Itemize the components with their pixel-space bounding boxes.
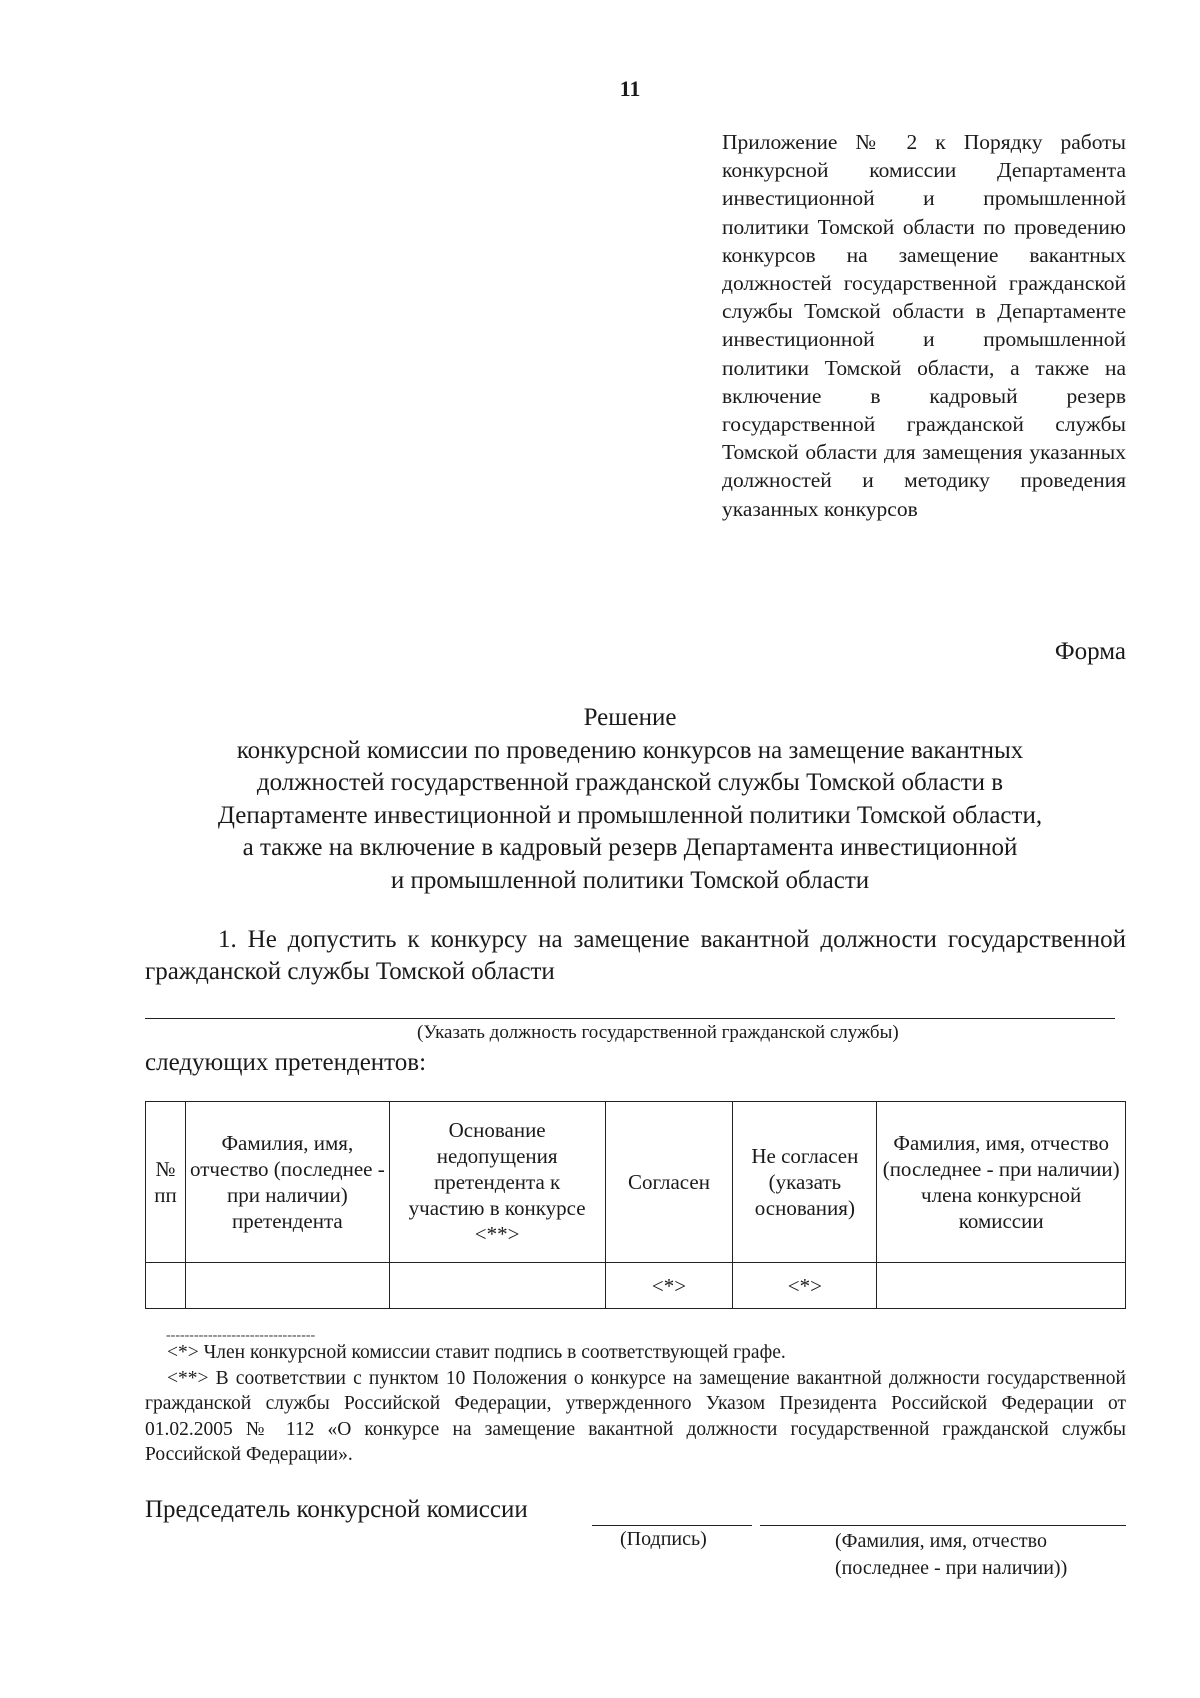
header-member-name: Фамилия, имя, отчество (последнее - при наличии) члена конкурсной комиссии: [877, 1102, 1126, 1263]
header-disagree: Не согласен (указать основания): [733, 1102, 877, 1263]
cell-rejection-reason: [389, 1263, 605, 1309]
signature-hint: (Подпись): [620, 1528, 707, 1550]
fio-hint-line: (Фамилия, имя, отчество: [835, 1530, 1047, 1552]
fio-line: [760, 1525, 1126, 1526]
footnote-1: <*> Член конкурсной комиссии ставит подпись в соответствующей графе.: [167, 1342, 786, 1363]
cell-applicant-name: [185, 1263, 389, 1309]
header-number: № пп: [146, 1102, 186, 1263]
applicants-table: [145, 1101, 1126, 1309]
cell-agree: <*>: [605, 1263, 733, 1309]
header-agree: Согласен: [605, 1102, 733, 1263]
applicants-label: следующих претендентов:: [145, 1049, 427, 1076]
page-number: 11: [619, 76, 641, 101]
table-row: [146, 1263, 1126, 1309]
paragraph-1: 1. Не допустить к конкурсу на замещение вакантной должности государственной гражданской службы Томской области: [145, 926, 1126, 985]
title-line: конкурсной комиссии по проведению конкурсов на замещение вакантных: [236, 736, 1024, 764]
position-fill-line: [145, 1018, 1115, 1019]
form-label: Форма: [1054, 638, 1126, 665]
footnote-separator: --------------------------------: [166, 1328, 316, 1343]
header-rejection-reason: Основание недопущения претендента к участию в конкурсе <**>: [389, 1102, 605, 1263]
cell-member-name: [877, 1263, 1126, 1309]
cell-number: [146, 1263, 186, 1309]
header-applicant-name: Фамилия, имя, отчество (последнее - при наличии) претендента: [185, 1102, 389, 1263]
title-line: Департаменте инвестиционной и промышленной политики Томской области,: [217, 801, 1043, 829]
title-line: и промышленной политики Томской области: [390, 866, 870, 894]
table-header-row: [146, 1102, 1126, 1263]
fio-hint-line: (последнее - при наличии)): [835, 1557, 1068, 1579]
fio-hint: [835, 1528, 1067, 1582]
signature-line: [592, 1525, 752, 1526]
title-line: Решение: [583, 704, 677, 731]
appendix-note: Приложение № 2 к Порядку работы конкурсной комиссии Департамента инвестиционной и промышленной политики Томской области по проведению конкурсов на замещение вакантных должностей государственной гражданской службы Томской области в Департаменте инвестиционной и промышленной политики Томской области, а также на включение в кадровый резерв государственной гражданской службы Томской области для замещения указанных должностей и методику проведения указанных конкурсов: [722, 130, 1126, 521]
footnotes: [145, 1340, 1126, 1468]
footnote-2: <**> В соответствии с пунктом 10 Положения о конкурсе на замещение вакантной должности государственной гражданской службы Российской Федерации, утвержденного Указом Президента Российской Федерации от 01.02.2005 № 112 «О конкурсе на замещение вакантной должности государственной гражданской службы Российской Федерации».: [145, 1367, 1126, 1465]
cell-disagree: <*>: [733, 1263, 877, 1309]
title-line: а также на включение в кадровый резерв Департамента инвестиционной: [242, 834, 1018, 861]
document-title: [120, 702, 1140, 897]
position-hint: (Указать должность государственной гражданской службы): [417, 1022, 899, 1043]
chairman-label: Председатель конкурсной комиссии: [145, 1496, 528, 1523]
title-line: должностей государственной гражданской службы Томской области в: [256, 769, 1004, 796]
